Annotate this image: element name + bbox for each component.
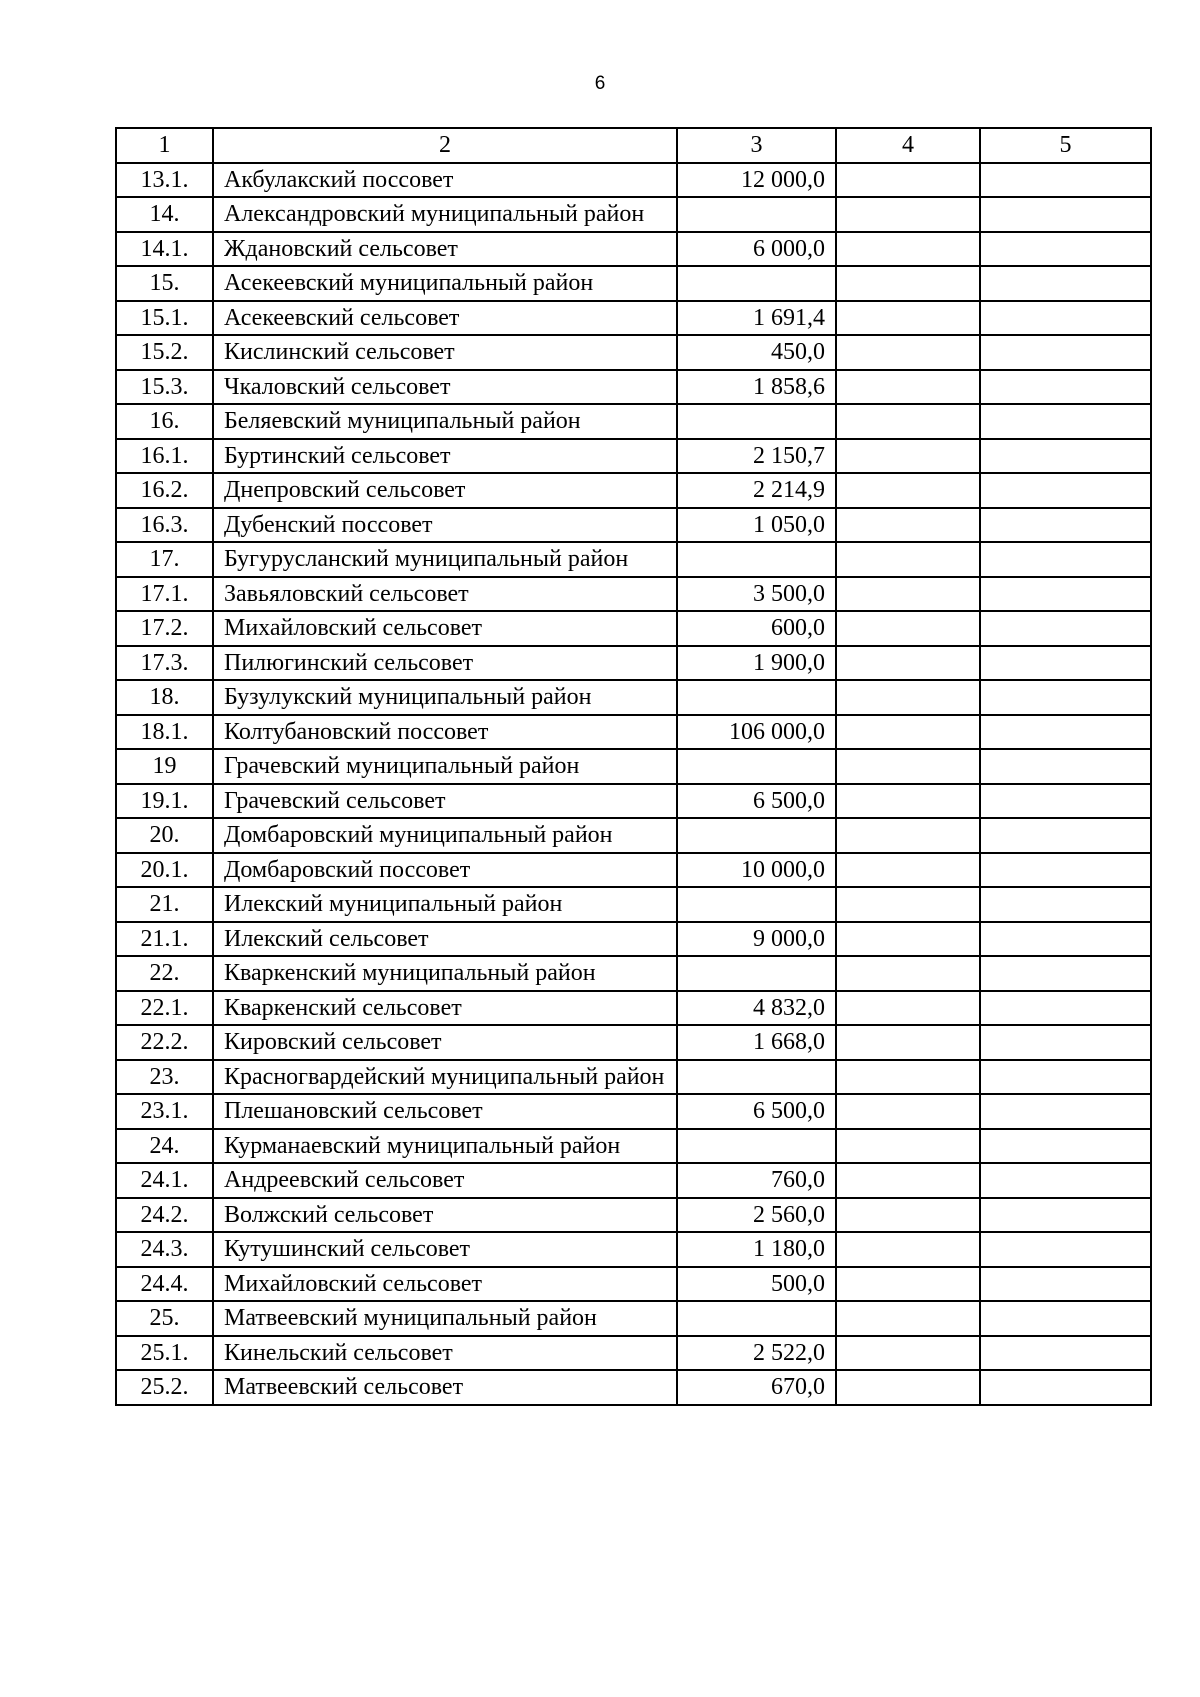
row-amount: 670,0 bbox=[677, 1370, 836, 1405]
row-name: Акбулакский поссовет bbox=[213, 163, 677, 198]
row-col5 bbox=[980, 473, 1151, 508]
row-col4 bbox=[836, 1060, 980, 1095]
table-row bbox=[116, 956, 1151, 991]
row-name: Ждановский сельсовет bbox=[213, 232, 677, 267]
row-amount bbox=[677, 818, 836, 853]
row-amount bbox=[677, 266, 836, 301]
row-col4 bbox=[836, 1129, 980, 1164]
row-name: Домбаровский муниципальный район bbox=[213, 818, 677, 853]
row-col5 bbox=[980, 197, 1151, 232]
row-col4 bbox=[836, 1267, 980, 1302]
row-number: 20.1. bbox=[116, 853, 213, 888]
row-name: Кинельский сельсовет bbox=[213, 1336, 677, 1371]
row-name: Михайловский сельсовет bbox=[213, 611, 677, 646]
row-col4 bbox=[836, 1163, 980, 1198]
row-col4 bbox=[836, 404, 980, 439]
table-row bbox=[116, 1060, 1151, 1095]
table-row bbox=[116, 715, 1151, 750]
row-name: Кислинский сельсовет bbox=[213, 335, 677, 370]
table-row bbox=[116, 1301, 1151, 1336]
table-row bbox=[116, 301, 1151, 336]
row-col5 bbox=[980, 784, 1151, 819]
row-col5 bbox=[980, 1370, 1151, 1405]
row-name: Грачевский сельсовет bbox=[213, 784, 677, 819]
table-row bbox=[116, 991, 1151, 1026]
row-col5 bbox=[980, 404, 1151, 439]
row-number: 16. bbox=[116, 404, 213, 439]
row-amount: 6 500,0 bbox=[677, 1094, 836, 1129]
row-amount bbox=[677, 1129, 836, 1164]
row-col5 bbox=[980, 887, 1151, 922]
row-name: Бузулукский муниципальный район bbox=[213, 680, 677, 715]
table-row bbox=[116, 1370, 1151, 1405]
row-number: 15.1. bbox=[116, 301, 213, 336]
row-name: Кутушинский сельсовет bbox=[213, 1232, 677, 1267]
row-name: Кваркенский сельсовет bbox=[213, 991, 677, 1026]
row-col4 bbox=[836, 1301, 980, 1336]
row-amount: 6 000,0 bbox=[677, 232, 836, 267]
table-row bbox=[116, 922, 1151, 957]
row-number: 19 bbox=[116, 749, 213, 784]
row-col4 bbox=[836, 818, 980, 853]
table-row bbox=[116, 370, 1151, 405]
row-number: 25. bbox=[116, 1301, 213, 1336]
row-col4 bbox=[836, 508, 980, 543]
table-row bbox=[116, 1267, 1151, 1302]
row-amount: 1 180,0 bbox=[677, 1232, 836, 1267]
row-amount: 500,0 bbox=[677, 1267, 836, 1302]
row-amount: 10 000,0 bbox=[677, 853, 836, 888]
row-number: 15. bbox=[116, 266, 213, 301]
row-number: 24.1. bbox=[116, 1163, 213, 1198]
row-col5 bbox=[980, 1094, 1151, 1129]
row-col4 bbox=[836, 1025, 980, 1060]
row-number: 21.1. bbox=[116, 922, 213, 957]
row-col4 bbox=[836, 335, 980, 370]
row-col4 bbox=[836, 163, 980, 198]
table-row bbox=[116, 439, 1151, 474]
table-row bbox=[116, 646, 1151, 681]
row-number: 16.2. bbox=[116, 473, 213, 508]
row-col4 bbox=[836, 439, 980, 474]
row-amount bbox=[677, 680, 836, 715]
row-col5 bbox=[980, 1267, 1151, 1302]
row-col4 bbox=[836, 1232, 980, 1267]
row-number: 25.1. bbox=[116, 1336, 213, 1371]
row-col5 bbox=[980, 163, 1151, 198]
row-amount: 1 691,4 bbox=[677, 301, 836, 336]
table-row bbox=[116, 680, 1151, 715]
table-row bbox=[116, 749, 1151, 784]
row-number: 20. bbox=[116, 818, 213, 853]
row-name: Дубенский поссовет bbox=[213, 508, 677, 543]
row-amount: 9 000,0 bbox=[677, 922, 836, 957]
row-col4 bbox=[836, 922, 980, 957]
row-amount: 1 858,6 bbox=[677, 370, 836, 405]
row-name: Илекский муниципальный район bbox=[213, 887, 677, 922]
row-col4 bbox=[836, 887, 980, 922]
table-row bbox=[116, 1336, 1151, 1371]
row-name: Бугурусланский муниципальный район bbox=[213, 542, 677, 577]
table-row bbox=[116, 1094, 1151, 1129]
row-number: 24.4. bbox=[116, 1267, 213, 1302]
table-body bbox=[116, 163, 1151, 1405]
row-number: 16.1. bbox=[116, 439, 213, 474]
row-col4 bbox=[836, 991, 980, 1026]
row-col4 bbox=[836, 1198, 980, 1233]
row-name: Кировский сельсовет bbox=[213, 1025, 677, 1060]
row-col5 bbox=[980, 715, 1151, 750]
row-name: Матвеевский муниципальный район bbox=[213, 1301, 677, 1336]
row-amount: 12 000,0 bbox=[677, 163, 836, 198]
row-col4 bbox=[836, 232, 980, 267]
row-col5 bbox=[980, 991, 1151, 1026]
row-name: Курманаевский муниципальный район bbox=[213, 1129, 677, 1164]
row-number: 23. bbox=[116, 1060, 213, 1095]
row-amount bbox=[677, 1060, 836, 1095]
row-col5 bbox=[980, 370, 1151, 405]
row-col4 bbox=[836, 611, 980, 646]
row-col4 bbox=[836, 646, 980, 681]
column-header-3: 3 bbox=[677, 128, 836, 163]
row-col4 bbox=[836, 197, 980, 232]
table-row bbox=[116, 335, 1151, 370]
row-col5 bbox=[980, 542, 1151, 577]
row-col5 bbox=[980, 1060, 1151, 1095]
row-col5 bbox=[980, 577, 1151, 612]
row-name: Андреевский сельсовет bbox=[213, 1163, 677, 1198]
row-col4 bbox=[836, 1370, 980, 1405]
row-amount bbox=[677, 197, 836, 232]
column-header-1: 1 bbox=[116, 128, 213, 163]
row-col5 bbox=[980, 749, 1151, 784]
table-row bbox=[116, 1163, 1151, 1198]
table-row bbox=[116, 887, 1151, 922]
row-number: 22.2. bbox=[116, 1025, 213, 1060]
row-col4 bbox=[836, 715, 980, 750]
row-amount bbox=[677, 404, 836, 439]
row-number: 16.3. bbox=[116, 508, 213, 543]
allocation-table bbox=[115, 127, 1152, 1406]
row-col5 bbox=[980, 1025, 1151, 1060]
row-number: 14. bbox=[116, 197, 213, 232]
row-col5 bbox=[980, 1198, 1151, 1233]
table-row bbox=[116, 508, 1151, 543]
row-col5 bbox=[980, 680, 1151, 715]
row-col5 bbox=[980, 266, 1151, 301]
row-number: 24. bbox=[116, 1129, 213, 1164]
row-number: 22.1. bbox=[116, 991, 213, 1026]
row-col5 bbox=[980, 232, 1151, 267]
header-row bbox=[116, 128, 1151, 163]
row-col5 bbox=[980, 335, 1151, 370]
row-col4 bbox=[836, 577, 980, 612]
row-name: Беляевский муниципальный район bbox=[213, 404, 677, 439]
row-number: 15.2. bbox=[116, 335, 213, 370]
row-number: 18. bbox=[116, 680, 213, 715]
row-name: Матвеевский сельсовет bbox=[213, 1370, 677, 1405]
row-number: 15.3. bbox=[116, 370, 213, 405]
row-amount: 600,0 bbox=[677, 611, 836, 646]
row-number: 24.3. bbox=[116, 1232, 213, 1267]
row-col5 bbox=[980, 508, 1151, 543]
row-number: 18.1. bbox=[116, 715, 213, 750]
table-row bbox=[116, 577, 1151, 612]
row-col5 bbox=[980, 646, 1151, 681]
table-row bbox=[116, 197, 1151, 232]
row-col4 bbox=[836, 542, 980, 577]
row-name: Михайловский сельсовет bbox=[213, 1267, 677, 1302]
row-amount: 2 522,0 bbox=[677, 1336, 836, 1371]
row-col5 bbox=[980, 1163, 1151, 1198]
table-header bbox=[116, 128, 1151, 163]
table-row bbox=[116, 232, 1151, 267]
row-number: 25.2. bbox=[116, 1370, 213, 1405]
row-amount bbox=[677, 887, 836, 922]
row-col4 bbox=[836, 301, 980, 336]
row-name: Чкаловский сельсовет bbox=[213, 370, 677, 405]
row-col5 bbox=[980, 301, 1151, 336]
row-col4 bbox=[836, 680, 980, 715]
table-row bbox=[116, 1198, 1151, 1233]
row-number: 24.2. bbox=[116, 1198, 213, 1233]
row-col5 bbox=[980, 1232, 1151, 1267]
row-name: Буртинский сельсовет bbox=[213, 439, 677, 474]
table-row bbox=[116, 784, 1151, 819]
table-row bbox=[116, 1025, 1151, 1060]
row-col5 bbox=[980, 1301, 1151, 1336]
table-row bbox=[116, 818, 1151, 853]
row-name: Кваркенский муниципальный район bbox=[213, 956, 677, 991]
row-col5 bbox=[980, 853, 1151, 888]
row-name: Красногвардейский муниципальный район bbox=[213, 1060, 677, 1095]
row-name: Завьяловский сельсовет bbox=[213, 577, 677, 612]
row-col4 bbox=[836, 853, 980, 888]
row-amount: 1 900,0 bbox=[677, 646, 836, 681]
row-amount bbox=[677, 1301, 836, 1336]
row-col5 bbox=[980, 922, 1151, 957]
row-amount: 4 832,0 bbox=[677, 991, 836, 1026]
row-col4 bbox=[836, 1336, 980, 1371]
column-header-2: 2 bbox=[213, 128, 677, 163]
row-col5 bbox=[980, 818, 1151, 853]
row-amount bbox=[677, 956, 836, 991]
row-col4 bbox=[836, 473, 980, 508]
row-name: Асекеевский муниципальный район bbox=[213, 266, 677, 301]
row-col5 bbox=[980, 1129, 1151, 1164]
row-col4 bbox=[836, 1094, 980, 1129]
row-name: Днепровский сельсовет bbox=[213, 473, 677, 508]
row-number: 17. bbox=[116, 542, 213, 577]
table-row bbox=[116, 1232, 1151, 1267]
row-col4 bbox=[836, 749, 980, 784]
row-amount: 2 560,0 bbox=[677, 1198, 836, 1233]
row-amount: 3 500,0 bbox=[677, 577, 836, 612]
column-header-4: 4 bbox=[836, 128, 980, 163]
row-name: Домбаровский поссовет bbox=[213, 853, 677, 888]
row-amount bbox=[677, 749, 836, 784]
row-amount: 6 500,0 bbox=[677, 784, 836, 819]
row-amount: 2 214,9 bbox=[677, 473, 836, 508]
row-number: 17.3. bbox=[116, 646, 213, 681]
row-number: 17.2. bbox=[116, 611, 213, 646]
row-amount: 2 150,7 bbox=[677, 439, 836, 474]
row-name: Грачевский муниципальный район bbox=[213, 749, 677, 784]
row-name: Волжский сельсовет bbox=[213, 1198, 677, 1233]
row-number: 23.1. bbox=[116, 1094, 213, 1129]
row-name: Пилюгинский сельсовет bbox=[213, 646, 677, 681]
row-col5 bbox=[980, 1336, 1151, 1371]
row-name: Илекский сельсовет bbox=[213, 922, 677, 957]
row-name: Асекеевский сельсовет bbox=[213, 301, 677, 336]
column-header-5: 5 bbox=[980, 128, 1151, 163]
row-number: 19.1. bbox=[116, 784, 213, 819]
row-col5 bbox=[980, 956, 1151, 991]
row-number: 13.1. bbox=[116, 163, 213, 198]
table-row bbox=[116, 1129, 1151, 1164]
row-amount: 760,0 bbox=[677, 1163, 836, 1198]
row-col4 bbox=[836, 266, 980, 301]
row-name: Плешановский сельсовет bbox=[213, 1094, 677, 1129]
row-col5 bbox=[980, 611, 1151, 646]
row-number: 21. bbox=[116, 887, 213, 922]
table-row bbox=[116, 266, 1151, 301]
table-row bbox=[116, 473, 1151, 508]
row-name: Александровский муниципальный район bbox=[213, 197, 677, 232]
row-col4 bbox=[836, 370, 980, 405]
table-row bbox=[116, 611, 1151, 646]
page-number: 6 bbox=[594, 73, 606, 94]
table-row bbox=[116, 542, 1151, 577]
row-amount: 1 668,0 bbox=[677, 1025, 836, 1060]
row-col4 bbox=[836, 956, 980, 991]
row-amount: 1 050,0 bbox=[677, 508, 836, 543]
row-number: 17.1. bbox=[116, 577, 213, 612]
row-amount bbox=[677, 542, 836, 577]
row-amount: 106 000,0 bbox=[677, 715, 836, 750]
row-col4 bbox=[836, 784, 980, 819]
row-number: 14.1. bbox=[116, 232, 213, 267]
table-row bbox=[116, 163, 1151, 198]
row-amount: 450,0 bbox=[677, 335, 836, 370]
row-name: Колтубановский поссовет bbox=[213, 715, 677, 750]
table-row bbox=[116, 404, 1151, 439]
row-col5 bbox=[980, 439, 1151, 474]
row-number: 22. bbox=[116, 956, 213, 991]
table-row bbox=[116, 853, 1151, 888]
